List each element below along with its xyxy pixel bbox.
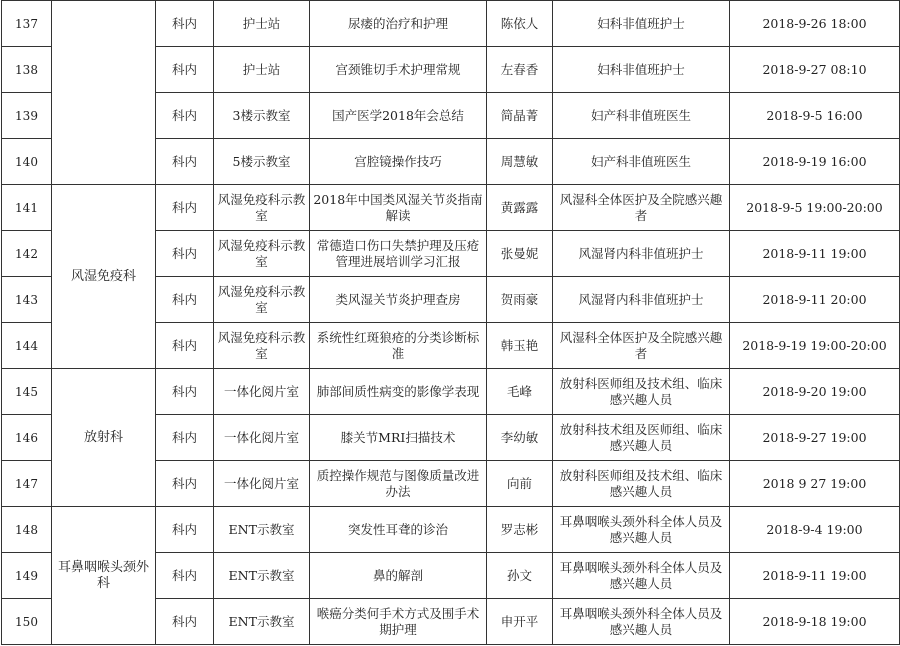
audience-cell: 放射科医师组及技术组、临床感兴趣人员 xyxy=(553,461,730,507)
audience-cell: 风湿科全体医护及全院感兴趣者 xyxy=(553,323,730,369)
location-cell: 护士站 xyxy=(214,47,310,93)
table-row xyxy=(2,369,900,415)
table-row xyxy=(2,185,900,231)
audience-cell: 放射科医师组及技术组、临床感兴趣人员 xyxy=(553,369,730,415)
topic-cell: 常德造口伤口失禁护理及压疮管理进展培训学习汇报 xyxy=(310,231,487,277)
row-number: 143 xyxy=(2,277,52,323)
speaker-cell: 张曼妮 xyxy=(487,231,553,277)
department-cell: 风湿免疫科 xyxy=(52,185,156,369)
level-cell: 科内 xyxy=(156,277,214,323)
row-number: 139 xyxy=(2,93,52,139)
speaker-cell: 贺雨豪 xyxy=(487,277,553,323)
table-row xyxy=(2,507,900,553)
time-cell: 2018-9-18 19:00 xyxy=(730,599,900,645)
row-number: 137 xyxy=(2,1,52,47)
location-cell: 护士站 xyxy=(214,1,310,47)
time-cell: 2018-9-19 19:00-20:00 xyxy=(730,323,900,369)
topic-cell: 类风湿关节炎护理查房 xyxy=(310,277,487,323)
speaker-cell: 李幼敏 xyxy=(487,415,553,461)
speaker-cell: 向前 xyxy=(487,461,553,507)
level-cell: 科内 xyxy=(156,461,214,507)
topic-cell: 喉癌分类何手术方式及围手术期护理 xyxy=(310,599,487,645)
location-cell: ENT示教室 xyxy=(214,507,310,553)
row-number: 150 xyxy=(2,599,52,645)
audience-cell: 放射科技术组及医师组、临床感兴趣人员 xyxy=(553,415,730,461)
audience-cell: 耳鼻咽喉头颈外科全体人员及感兴趣人员 xyxy=(553,507,730,553)
topic-cell: 系统性红斑狼疮的分类诊断标准 xyxy=(310,323,487,369)
location-cell: 一体化阅片室 xyxy=(214,415,310,461)
department-cell xyxy=(52,1,156,185)
audience-cell: 妇科非值班护士 xyxy=(553,1,730,47)
row-number: 149 xyxy=(2,553,52,599)
location-cell: ENT示教室 xyxy=(214,553,310,599)
time-cell: 2018-9-27 19:00 xyxy=(730,415,900,461)
row-number: 146 xyxy=(2,415,52,461)
time-cell: 2018-9-11 19:00 xyxy=(730,553,900,599)
speaker-cell: 申开平 xyxy=(487,599,553,645)
topic-cell: 尿瘘的治疗和护理 xyxy=(310,1,487,47)
speaker-cell: 罗志彬 xyxy=(487,507,553,553)
location-cell: 5楼示教室 xyxy=(214,139,310,185)
location-cell: 一体化阅片室 xyxy=(214,461,310,507)
audience-cell: 风湿肾内科非值班护士 xyxy=(553,231,730,277)
department-cell: 放射科 xyxy=(52,369,156,507)
level-cell: 科内 xyxy=(156,553,214,599)
row-number: 138 xyxy=(2,47,52,93)
topic-cell: 宫颈锥切手术护理常规 xyxy=(310,47,487,93)
time-cell: 2018-9-19 16:00 xyxy=(730,139,900,185)
level-cell: 科内 xyxy=(156,139,214,185)
training-schedule-table xyxy=(1,0,900,645)
level-cell: 科内 xyxy=(156,599,214,645)
speaker-cell: 左春香 xyxy=(487,47,553,93)
topic-cell: 突发性耳聋的诊治 xyxy=(310,507,487,553)
table-body xyxy=(2,1,900,645)
level-cell: 科内 xyxy=(156,415,214,461)
time-cell: 2018-9-4 19:00 xyxy=(730,507,900,553)
location-cell: 风湿免疫科示教室 xyxy=(214,323,310,369)
level-cell: 科内 xyxy=(156,47,214,93)
time-cell: 2018-9-5 19:00-20:00 xyxy=(730,185,900,231)
row-number: 142 xyxy=(2,231,52,277)
row-number: 145 xyxy=(2,369,52,415)
topic-cell: 质控操作规范与图像质量改进办法 xyxy=(310,461,487,507)
topic-cell: 国产医学2018年会总结 xyxy=(310,93,487,139)
row-number: 144 xyxy=(2,323,52,369)
location-cell: 3楼示教室 xyxy=(214,93,310,139)
row-number: 147 xyxy=(2,461,52,507)
location-cell: ENT示教室 xyxy=(214,599,310,645)
level-cell: 科内 xyxy=(156,507,214,553)
topic-cell: 鼻的解剖 xyxy=(310,553,487,599)
time-cell: 2018-9-26 18:00 xyxy=(730,1,900,47)
audience-cell: 妇产科非值班医生 xyxy=(553,93,730,139)
row-number: 141 xyxy=(2,185,52,231)
audience-cell: 妇科非值班护士 xyxy=(553,47,730,93)
time-cell: 2018-9-11 20:00 xyxy=(730,277,900,323)
speaker-cell: 黄露露 xyxy=(487,185,553,231)
location-cell: 一体化阅片室 xyxy=(214,369,310,415)
time-cell: 2018-9-20 19:00 xyxy=(730,369,900,415)
location-cell: 风湿免疫科示教室 xyxy=(214,231,310,277)
table-row xyxy=(2,1,900,47)
topic-cell: 肺部间质性病变的影像学表现 xyxy=(310,369,487,415)
topic-cell: 宫腔镜操作技巧 xyxy=(310,139,487,185)
level-cell: 科内 xyxy=(156,1,214,47)
time-cell: 2018 9 27 19:00 xyxy=(730,461,900,507)
level-cell: 科内 xyxy=(156,93,214,139)
speaker-cell: 毛峰 xyxy=(487,369,553,415)
time-cell: 2018-9-5 16:00 xyxy=(730,93,900,139)
level-cell: 科内 xyxy=(156,369,214,415)
department-cell: 耳鼻咽喉头颈外科 xyxy=(52,507,156,645)
topic-cell: 2018年中国类风湿关节炎指南解读 xyxy=(310,185,487,231)
audience-cell: 风湿科全体医护及全院感兴趣者 xyxy=(553,185,730,231)
location-cell: 风湿免疫科示教室 xyxy=(214,185,310,231)
speaker-cell: 陈依人 xyxy=(487,1,553,47)
audience-cell: 耳鼻咽喉头颈外科全体人员及感兴趣人员 xyxy=(553,599,730,645)
speaker-cell: 周慧敏 xyxy=(487,139,553,185)
audience-cell: 妇产科非值班医生 xyxy=(553,139,730,185)
location-cell: 风湿免疫科示教室 xyxy=(214,277,310,323)
speaker-cell: 简晶菁 xyxy=(487,93,553,139)
speaker-cell: 韩玉艳 xyxy=(487,323,553,369)
speaker-cell: 孙文 xyxy=(487,553,553,599)
row-number: 148 xyxy=(2,507,52,553)
row-number: 140 xyxy=(2,139,52,185)
time-cell: 2018-9-11 19:00 xyxy=(730,231,900,277)
level-cell: 科内 xyxy=(156,323,214,369)
level-cell: 科内 xyxy=(156,185,214,231)
audience-cell: 风湿肾内科非值班护士 xyxy=(553,277,730,323)
audience-cell: 耳鼻咽喉头颈外科全体人员及感兴趣人员 xyxy=(553,553,730,599)
time-cell: 2018-9-27 08:10 xyxy=(730,47,900,93)
level-cell: 科内 xyxy=(156,231,214,277)
topic-cell: 膝关节MRI扫描技术 xyxy=(310,415,487,461)
